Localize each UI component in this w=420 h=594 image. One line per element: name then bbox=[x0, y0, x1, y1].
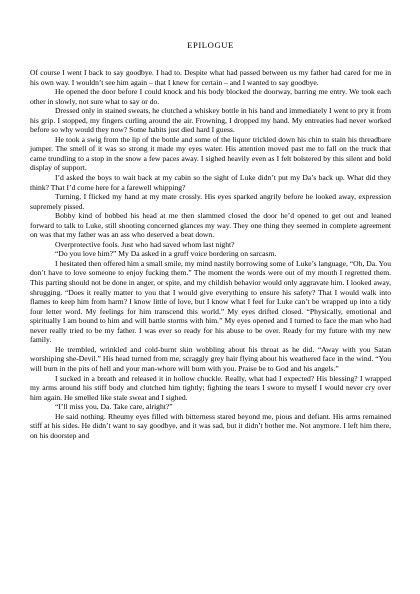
paragraph: “I’ll miss you, Da. Take care, alright?” bbox=[55, 402, 173, 412]
paragraph: He opened the door before I could knock and his body blocked the doorway, barring me entry. We took each other in slowly, not sure what to say or do. bbox=[30, 87, 391, 106]
paragraph: He trembled, wrinkled and cold-burnt skin wobbling about his throat as he did. “Away with you Satan worshiping she-Devil.” His head turned from me, scraggly grey hair flying about his weathered face in the wind. “You will burn in the pits of hell and your man-whore will burn with you. Praise be to God and his angels.” bbox=[30, 344, 391, 373]
paragraph: Of course I went I back to say goodbye. I had to. Despite what had passed between us my father had cared for me in his own way. I wouldn’t see him again – that I knew for certain – and I wanted to say goodbye. bbox=[30, 68, 391, 87]
paragraph: Dressed only in stained sweats, he clutched a whiskey bottle in his hand and immediately I went to pry it from his grip. I stopped, my fingers curling around the air. Frowning, I dropped my hand. My entreaties had never worked before so why would they now? Some habits just died hard I guess. bbox=[30, 106, 391, 135]
paragraph: He took a swig from the lip of the bottle and some of the liquor trickled down his chin to stain his threadbare jumper. The smell of it was so strong it made my eyes water. His attention moved past me to fall on the truck that came trundling to a stop in the snow a few paces away. I sighed heavily even as I felt bolstered by this silent and bold display of support. bbox=[30, 134, 391, 173]
chapter-title: EPILOGUE bbox=[187, 40, 234, 50]
paragraph: “Do you love him?” My Da asked in a gruff voice bordering on sarcasm. bbox=[55, 249, 277, 259]
paragraph: He said nothing. Rheumy eyes filled with bitterness stared beyond me, pious and defiant. His arms remained stiff at his sides. He didn’t want to say goodbye, and it was sad, but it didn’t bother me. Not anymore. I left him there, on his doorstep and bbox=[30, 411, 391, 440]
paragraph: Overprotective fools. Just who had saved whom last night? bbox=[55, 239, 235, 249]
paragraph: I’d asked the boys to wait back at my cabin so the sight of Luke didn’t put my Da’s back up. What did they think? That I’d come here for a farewell whipping? bbox=[30, 173, 391, 192]
paragraph: Turning, I flicked my hand at my mate crossly. His eyes sparked angrily before he looked away, expression supremely pissed. bbox=[30, 192, 391, 211]
body-text bbox=[30, 68, 391, 440]
paragraph: I hesitated then offered him a small smile, my mind nastily borrowing some of Luke’s language, “Oh, Da. You don’t have to love someone to enjoy fucking them.” The moment the words were out of my mouth I regretted them. This parting should not be done in anger, or spite, and my childish behavior would only aggravate him. I looked away, shrugging. “Does it really matter to you that I would give everything to ensure his safety? That I would walk into flames to keep him from harm? I know little of love, but I know what I feel for Luke can’t be wrapped up into a tidy four letter word. My feelings for him transcend this world.” My eyes drifted closed. “Physically, emotional and spiritually I am bound to him and will battle storms with him.” My eyes opened and I turned to face the man who had never really tried to be my father. I was ever so ready for his abuse to be over. Ready for my future with my new family. bbox=[30, 258, 391, 345]
paragraph: I sucked in a breath and released it in hollow chuckle. Really, what had I expected? His blessing? I wrapped my arms around his stiff body and clutched him tightly; fighting the tears I swore to myself I would never cry over him again. He smelled like stale sweat and I sighed. bbox=[30, 373, 391, 402]
paragraph: Bobby kind of bobbed his head at me then slammed closed the door he’d opened to get out and leaned forward to talk to Luke, still shooting concerned glances my way. They one thing they seemed in complete agreement on was that my father was an ass who deserved a beat down. bbox=[30, 211, 391, 240]
